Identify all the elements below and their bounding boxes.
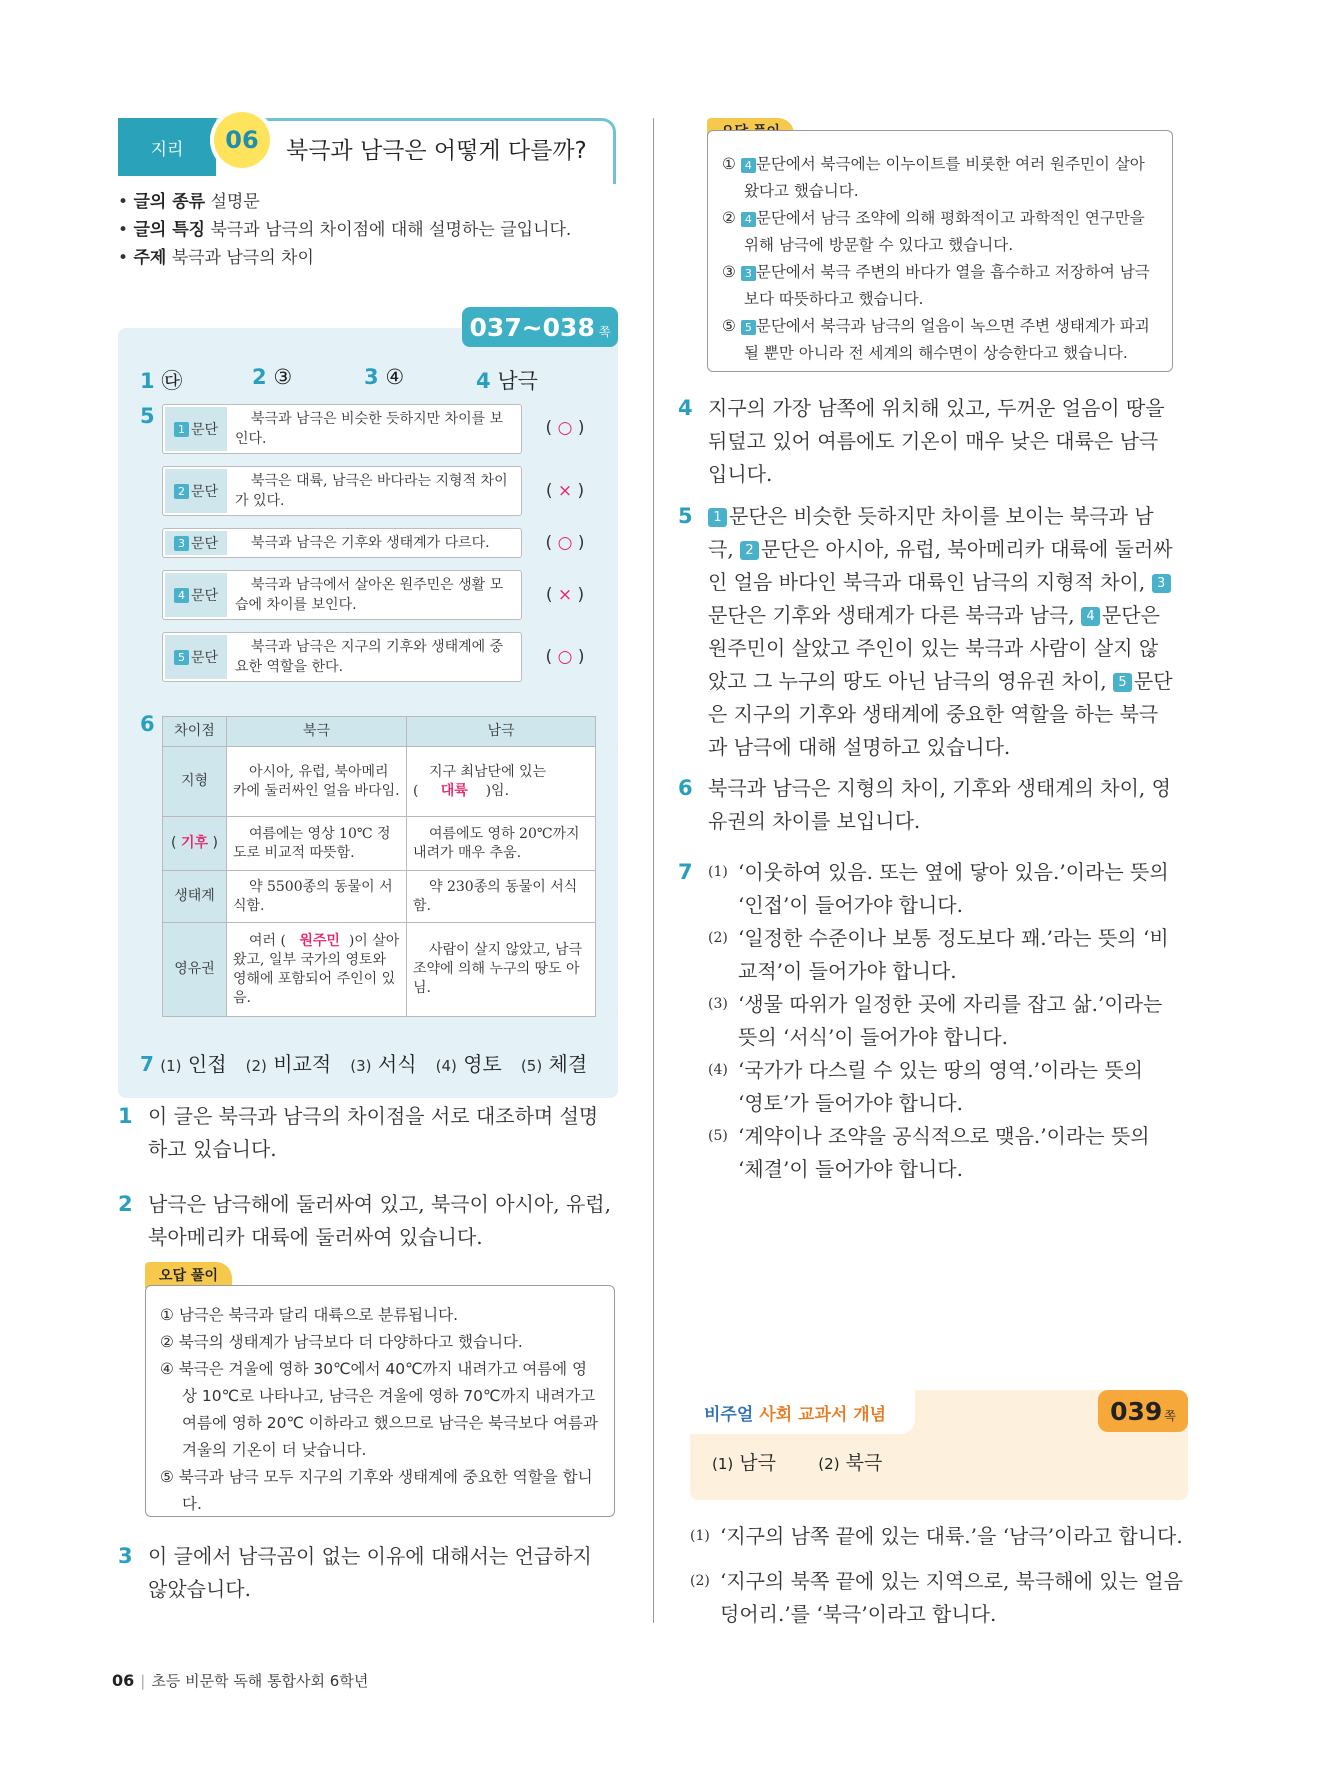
- visual-page-tag: 039 쪽: [1098, 1390, 1188, 1432]
- explanation-3: 3 이 글에서 남극곰이 없는 이유에 대해서는 언급하지 않았습니다.: [118, 1544, 592, 1601]
- column-divider: [653, 118, 654, 1623]
- wrong-answer-box-right: [707, 130, 1173, 372]
- north-cell: 여름에는 영상 10℃ 정도로 비교적 따뜻함.: [227, 817, 407, 871]
- paragraph-summary-2: [162, 466, 522, 516]
- row-header: 영유권: [163, 923, 227, 1017]
- paragraph-label: 3 문단: [165, 531, 227, 555]
- table-header: 차이점: [163, 717, 227, 747]
- answer-2: 2 ③: [252, 365, 293, 389]
- south-cell: 약 230종의 동물이 서식함.: [407, 871, 596, 923]
- wrong-answer-line: ⑤ 5 문단에서 북극과 남극의 얼음이 녹으면 주변 생태계가 파괴될 뿐만 아니라 전 세계의 해수면이 상승한다고 했습니다.: [722, 317, 1150, 362]
- south-cell: 사람이 살지 않았고, 남극 조약에 의해 누구의 땅도 아님.: [407, 923, 596, 1017]
- south-cell: 여름에도 영하 20℃까지 내려가 매우 추움.: [407, 817, 596, 871]
- wrong-answer-line: ④ 북극은 겨울에 영하 30℃에서 40℃까지 내려가고 여름에 영상 10℃로 나타나고, 남극은 겨울에 영하 70℃까지 내려가고 여름에 영하 20℃ 이하라고 했으므로 남극은 북극보다 여름과 겨울의 기온이 더 낮습니다.: [160, 1360, 598, 1459]
- question-7-answers: 7 (1) 인접 (2) 비교적 (3) 서식 (4) 영토 (5) 체결: [140, 1052, 588, 1076]
- wrong-answer-line: ③ 3 문단에서 북극 주변의 바다가 열을 흡수하고 저장하여 남극보다 따뜻하다고 했습니다.: [722, 263, 1150, 308]
- meta-feature: • 글의 특징 북극과 남극의 차이점에 대해 설명하는 글입니다.: [118, 220, 572, 240]
- question-6-number: 6: [140, 712, 155, 736]
- paragraph-summary-3: [162, 528, 522, 558]
- explanation-1: 1 이 글은 북극과 남극의 차이점을 서로 대조하며 설명하고 있습니다.: [118, 1104, 599, 1161]
- paragraph-text: 북극과 남극에서 살아온 원주민은 생활 모습에 차이를 보인다.: [235, 577, 504, 613]
- table-row: [163, 871, 596, 923]
- row-header: ( 기후 ): [163, 817, 227, 871]
- wrong-answer-line: ① 4 문단에서 북극에는 이누이트를 비롯한 여러 원주민이 살아 왔다고 했습니다.: [722, 155, 1145, 200]
- question-5-number: 5: [140, 404, 155, 428]
- south-cell: 지구 최남단에 있는 ( 대륙 )임.: [407, 747, 596, 817]
- paragraph-text: 북극과 남극은 비슷한 듯하지만 차이를 보인다.: [235, 411, 504, 447]
- paragraph-summary-1: [162, 404, 522, 454]
- explanation-5: 5 1 문단은 비슷한 듯하지만 차이를 보이는 북극과 남극, 2 문단은 아시아, 유럽, 북아메리카 대륙에 둘러싸인 얼음 바다인 북극과 대륙인 남극의 지형적 차이, 3문단은 기후와 생태계가 다른 북극과 남극, 4 문단은 원주민이 살았고 주인이 있는 북극과 사람이 살지 않았고 그 누구의 땅도 아닌 남극의 영유권 차이, 5 문단은 지구의 기후와 생태계에 중요한 역할을 하는 북극과 남극에 대해 설명하고 있습니다.: [678, 504, 1173, 759]
- explanation-7: 7 (1) ‘이웃하여 있음. 또는 옆에 닿아 있음.’이라는 뜻의 ‘인접’이 들어가야 합니다. (2) ‘일정한 수준이나 보통 정도보다 꽤.’라는 뜻의 ‘비교적’이 들어가야 합니다. (3) ‘생물 따위가 일정한 곳에 자리를 잡고 삶.’이라는 뜻의 ‘서식’이 들어가야 합니다. (4) ‘국가가 다스릴 수 있는 땅의 영역.’이라는 뜻의 ‘영토’가 들어가야 합니다. (5) ‘계약이나 조약을 공식적으로 맺음.’이라는 뜻의 ‘체결’이 들어가야 합니다.: [708, 856, 1174, 1186]
- visual-answers: (1) 남극 (2) 북극: [712, 1452, 883, 1474]
- explanation-6: 6 북극과 남극은 지형의 차이, 기후와 생태계의 차이, 영유권의 차이를 보입니다.: [678, 776, 1171, 833]
- explanation-7-item: (4) ‘국가가 다스릴 수 있는 땅의 영역.’이라는 뜻의 ‘영토’가 들어가야 합니다.: [708, 1058, 1143, 1115]
- wrong-answer-line: ② 4 문단에서 남극 조약에 의해 평화적이고 과학적인 연구만을 위해 남극에 방문할 수 있다고 했습니다.: [722, 209, 1145, 254]
- answer-1: 1 ㉰: [140, 369, 183, 393]
- fill-blank: 대륙: [440, 782, 468, 799]
- table-header: 북극: [227, 717, 407, 747]
- visual-concept-title: 비주얼 사회 교과서 개념: [690, 1390, 915, 1434]
- paragraph-label: 1 문단: [165, 407, 227, 451]
- north-cell: 약 5500종의 동물이 서식함.: [227, 871, 407, 923]
- page-number: 06: [112, 1671, 135, 1690]
- answer-3: 3 ④: [364, 365, 405, 389]
- meta-genre: • 글의 종류 설명문: [118, 192, 260, 212]
- paragraph-summary-5: [162, 632, 522, 682]
- paragraph-text: 북극은 대륙, 남극은 바다라는 지형적 차이가 있다.: [235, 473, 508, 509]
- paragraph-summary-4: [162, 570, 522, 620]
- fill-blank: 원주민: [299, 932, 340, 949]
- page-reference-tag: 037~038 쪽: [462, 307, 618, 347]
- wrong-answer-box-left: [145, 1285, 615, 1517]
- explanation-4: 4 지구의 가장 남쪽에 위치해 있고, 두꺼운 얼음이 땅을 뒤덮고 있어 여름에도 기온이 매우 낮은 대륙은 남극입니다.: [678, 396, 1165, 486]
- mark-2: ( × ): [545, 481, 585, 501]
- visual-explanation-item: (1) ‘지구의 남쪽 끝에 있는 대륙.’을 ‘남극’이라고 합니다.: [690, 1524, 1183, 1548]
- explanation-7-item: (2) ‘일정한 수준이나 보통 정도보다 꽤.’라는 뜻의 ‘비교적’이 들어가야 합니다.: [708, 926, 1169, 983]
- comparison-table: [162, 716, 596, 1017]
- subject-label: 지리: [118, 118, 216, 176]
- paragraph-text: 북극과 남극은 기후와 생태계가 다르다.: [251, 535, 490, 551]
- north-cell: 여러 ( 원주민 )이 살아왔고, 일부 국가의 영토와 영해에 포함되어 주인이 있음.: [227, 923, 407, 1017]
- visual-explanations: [690, 1520, 1188, 1631]
- row-header: 생태계: [163, 871, 227, 923]
- table-row: [163, 747, 596, 817]
- table-row: [163, 923, 596, 1017]
- lesson-number-badge: 06: [210, 108, 274, 172]
- wrong-answer-line: ⑤ 북극과 남극 모두 지구의 기후와 생태계에 중요한 역할을 합니다.: [160, 1468, 593, 1513]
- lesson-title: 북극과 남극은 어떻게 다를까?: [286, 138, 587, 164]
- explanation-2: 2 남극은 남극해에 둘러싸여 있고, 북극이 아시아, 유럽, 북아메리카 대륙에 둘러싸여 있습니다.: [118, 1192, 611, 1249]
- explanation-7-item: (3) ‘생물 따위가 일정한 곳에 자리를 잡고 삶.’이라는 뜻의 ‘서식’이 들어가야 합니다.: [708, 992, 1163, 1049]
- meta-topic: • 주제 북극과 남극의 차이: [118, 248, 314, 268]
- mark-4: ( × ): [545, 585, 585, 605]
- wrong-answer-tag-left: 오답 풀이: [145, 1262, 232, 1288]
- paragraph-label: 4 문단: [165, 573, 227, 617]
- page-footer: 06 | 초등 비문학 독해 통합사회 6학년: [112, 1671, 369, 1690]
- table-row: [163, 817, 596, 871]
- wrong-answer-line: ② 북극의 생태계가 남극보다 더 다양하다고 했습니다.: [160, 1333, 523, 1351]
- paragraph-label: 5 문단: [165, 635, 227, 679]
- answer-4: 4 남극: [476, 369, 538, 393]
- paragraph-label: 2 문단: [165, 469, 227, 513]
- visual-explanation-item: (2) ‘지구의 북쪽 끝에 있는 지역으로, 북극해에 있는 얼음 덩어리.’를 ‘북극’이라고 합니다.: [690, 1569, 1183, 1626]
- wrong-answer-line: ① 남극은 북극과 달리 대륙으로 분류됩니다.: [160, 1306, 458, 1324]
- table-header: 남극: [407, 717, 596, 747]
- mark-3: ( ○ ): [545, 533, 585, 553]
- row-header: 지형: [163, 747, 227, 817]
- table-header-row: [163, 717, 596, 747]
- paragraph-text: 북극과 남극은 지구의 기후와 생태계에 중요한 역할을 한다.: [235, 639, 504, 675]
- explanation-7-item: (1) ‘이웃하여 있음. 또는 옆에 닿아 있음.’이라는 뜻의 ‘인접’이 들어가야 합니다.: [708, 860, 1169, 917]
- explanation-7-item: (5) ‘계약이나 조약을 공식적으로 맺음.’이라는 뜻의 ‘체결’이 들어가야 합니다.: [708, 1124, 1150, 1181]
- book-title: 초등 비문학 독해 통합사회 6학년: [151, 1672, 369, 1690]
- mark-5: ( ○ ): [545, 647, 585, 667]
- mark-1: ( ○ ): [545, 418, 585, 438]
- north-cell: 아시아, 유럽, 북아메리카에 둘러싸인 얼음 바다임.: [227, 747, 407, 817]
